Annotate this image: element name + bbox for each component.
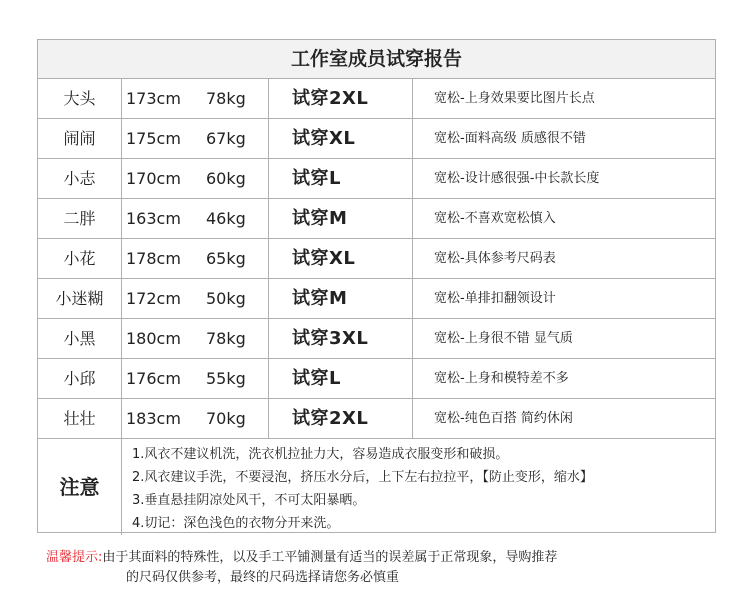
member-name: 大头 [38,79,122,118]
trial-size: 试穿L [292,368,341,389]
member-row [38,359,715,399]
member-height: 176cm [126,369,181,388]
member-row [38,319,715,359]
member-row [38,199,715,239]
member-height: 173cm [126,89,181,108]
member-weight: 50kg [206,289,246,308]
fit-comment: 宽松-单排扣翻领设计 [434,291,556,306]
notes-list [132,443,711,535]
member-name: 小花 [38,239,122,278]
member-height: 172cm [126,289,181,308]
column-divider [268,359,269,398]
member-name: 小邱 [38,359,122,398]
tip-label: 温馨提示: [46,550,103,565]
note-item: 1.风衣不建议机洗，洗衣机拉扯力大，容易造成衣服变形和破损。 [132,447,509,462]
trial-size: 试穿2XL [292,408,369,429]
fit-comment: 宽松-上身很不错 显气质 [434,331,573,346]
trial-size: 试穿L [292,168,341,189]
member-height: 170cm [126,169,181,188]
member-weight: 78kg [206,89,246,108]
member-name: 壮壮 [38,399,122,438]
member-weight: 70kg [206,409,246,428]
note-item: 3.垂直悬挂阴凉处风干，不可太阳暴晒。 [132,493,366,508]
member-height: 175cm [126,129,181,148]
member-row [38,159,715,199]
column-divider [412,359,413,398]
member-weight: 65kg [206,249,246,268]
member-row [38,119,715,159]
member-name: 二胖 [38,199,122,238]
member-row [38,239,715,279]
column-divider [268,199,269,238]
column-divider [412,399,413,438]
trial-size: 试穿2XL [292,88,369,109]
fit-comment: 宽松-具体参考尺码表 [434,251,556,266]
care-notes [38,439,715,535]
member-rows [38,79,715,439]
column-divider [268,319,269,358]
column-divider [412,239,413,278]
fit-comment: 宽松-上身和模特差不多 [434,371,569,386]
member-name: 闹闹 [38,119,122,158]
column-divider [268,279,269,318]
member-row [38,279,715,319]
column-divider [268,399,269,438]
tip-line-1 [46,548,726,568]
member-weight: 78kg [206,329,246,348]
member-name: 小黑 [38,319,122,358]
column-divider [268,79,269,118]
trial-size: 试穿XL [292,128,356,149]
fit-comment: 宽松-纯色百搭 简约休闲 [434,411,573,426]
fitting-report-table [37,39,716,533]
member-weight: 60kg [206,169,246,188]
member-weight: 55kg [206,369,246,388]
member-row [38,79,715,119]
fit-comment: 宽松-不喜欢宽松慎入 [434,211,556,226]
column-divider [412,199,413,238]
trial-size: 试穿XL [292,248,356,269]
column-divider [412,279,413,318]
fit-comment: 宽松-设计感很强-中长款长度 [434,171,600,186]
column-divider [412,319,413,358]
member-height: 180cm [126,329,181,348]
member-weight: 46kg [206,209,246,228]
note-item: 2.风衣建议手洗，不要浸泡，挤压水分后，上下左右拉拉平，【防止变形，缩水】 [132,470,593,485]
report-title: 工作室成员试穿报告 [38,40,715,79]
column-divider [412,159,413,198]
tip-text-1: 由于其面料的特殊性，以及手工平铺测量有适当的误差属于正常现象，导购推荐 [102,550,558,565]
member-weight: 67kg [206,129,246,148]
column-divider [268,239,269,278]
fit-comment: 宽松-面料高级 质感很不错 [434,131,586,146]
notes-label: 注意 [38,439,122,535]
column-divider [412,79,413,118]
member-row [38,399,715,439]
member-height: 183cm [126,409,181,428]
trial-size: 试穿M [292,288,348,309]
column-divider [268,159,269,198]
trial-size: 试穿3XL [292,328,369,349]
warm-tip [46,548,726,588]
trial-size: 试穿M [292,208,348,229]
fit-comment: 宽松-上身效果要比图片长点 [434,91,595,106]
column-divider [268,119,269,158]
member-height: 163cm [126,209,181,228]
member-name: 小志 [38,159,122,198]
tip-text-2: 的尺码仅供参考，最终的尺码选择请您务必慎重 [126,570,400,585]
member-height: 178cm [126,249,181,268]
note-item: 4.切记：深色浅色的衣物分开来洗。 [132,516,340,531]
column-divider [412,119,413,158]
member-name: 小迷糊 [38,279,122,318]
